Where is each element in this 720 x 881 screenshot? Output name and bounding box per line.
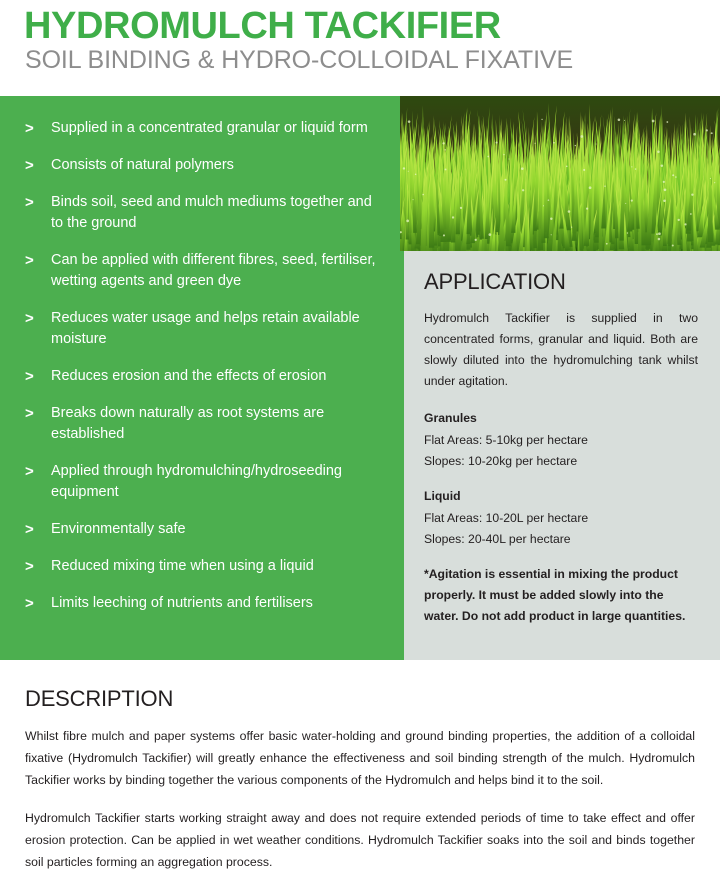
description-paragraphs <box>25 725 695 873</box>
feature-item-label: Supplied in a concentrated granular or liquid form <box>51 120 368 136</box>
feature-item <box>22 192 386 234</box>
grass-photo-graphic <box>400 96 720 251</box>
feature-item <box>22 461 386 503</box>
feature-item <box>22 593 386 614</box>
dosage-groups <box>424 408 698 550</box>
feature-item-label: Environmentally safe <box>51 521 186 537</box>
page-subtitle: SOIL BINDING & HYDRO-COLLOIDAL FIXATIVE <box>25 46 574 74</box>
page-title: HYDROMULCH TACKIFIER <box>24 5 501 47</box>
feature-item-label: Consists of natural polymers <box>51 157 234 173</box>
feature-item <box>22 250 386 292</box>
features-panel <box>0 96 400 660</box>
chevron-right-icon: > <box>25 463 34 480</box>
dosage-line: Slopes: 10-20kg per hectare <box>424 454 578 468</box>
feature-item-label: Binds soil, seed and mulch mediums together and to the ground <box>51 194 372 231</box>
description-section <box>0 660 720 881</box>
feature-list <box>22 118 386 614</box>
feature-item <box>22 308 386 350</box>
dosage-line: Slopes: 20-40L per hectare <box>424 532 571 546</box>
feature-item <box>22 519 386 540</box>
page-header <box>0 0 720 96</box>
description-paragraph: Whilst fibre mulch and paper systems offer basic water-holding and ground binding properties, the addition of a colloidal fixative (Hydromulch Tackifier) will greatly enhance the effectiveness and soil binding strength of the mulch. Hydromulch Tackifier works by binding together the various components of the Hydromulch and helps bind it to the soil. <box>25 729 695 787</box>
feature-item-label: Reduces erosion and the effects of erosion <box>51 368 327 384</box>
feature-item-label: Reduced mixing time when using a liquid <box>51 558 314 574</box>
chevron-right-icon: > <box>25 194 34 211</box>
feature-item <box>22 556 386 577</box>
feature-item <box>22 118 386 139</box>
chevron-right-icon: > <box>25 157 34 174</box>
chevron-right-icon: > <box>25 521 34 538</box>
feature-item-label: Reduces water usage and helps retain available moisture <box>51 310 360 347</box>
feature-item <box>22 366 386 387</box>
feature-item-label: Can be applied with different fibres, seed, fertiliser, wetting agents and green dye <box>51 252 376 289</box>
application-paragraph: Hydromulch Tackifier is supplied in two concentrated forms, granular and liquid. Both are slowly diluted into the hydromulching tank whilst under agitation. <box>424 311 698 388</box>
chevron-right-icon: > <box>25 595 34 612</box>
dosage-line: Flat Areas: 10-20L per hectare <box>424 511 589 525</box>
feature-item <box>22 403 386 445</box>
chevron-right-icon: > <box>25 368 34 385</box>
feature-item-label: Applied through hydromulching/hydroseeding equipment <box>51 463 342 500</box>
dosage-group-title: Granules <box>424 411 477 425</box>
grass-photo <box>400 96 720 251</box>
feature-item-label: Breaks down naturally as root systems are established <box>51 405 325 442</box>
feature-item <box>22 155 386 176</box>
dosage-line: Flat Areas: 5-10kg per hectare <box>424 433 588 447</box>
application-note: *Agitation is essential in mixing the product properly. It must be added slowly into the water. Do not add product in large quantities. <box>424 567 686 623</box>
dosage-group-title: Liquid <box>424 489 461 503</box>
dosage-group <box>424 408 698 472</box>
feature-item-label: Limits leeching of nutrients and fertilisers <box>51 595 313 611</box>
chevron-right-icon: > <box>25 252 34 269</box>
description-paragraph: Hydromulch Tackifier starts working straight away and does not require extended periods of time to take effect and offer erosion protection. Can be applied in wet weather conditions. Hydromulch Tackifier soaks into the soil and binds together soil particles forming an aggregation process. <box>25 811 695 869</box>
application-heading: APPLICATION <box>424 269 566 294</box>
chevron-right-icon: > <box>25 120 34 137</box>
description-heading: DESCRIPTION <box>25 686 174 711</box>
application-panel <box>400 251 720 660</box>
chevron-right-icon: > <box>25 558 34 575</box>
chevron-right-icon: > <box>25 310 34 327</box>
chevron-right-icon: > <box>25 405 34 422</box>
dosage-group <box>424 486 698 550</box>
